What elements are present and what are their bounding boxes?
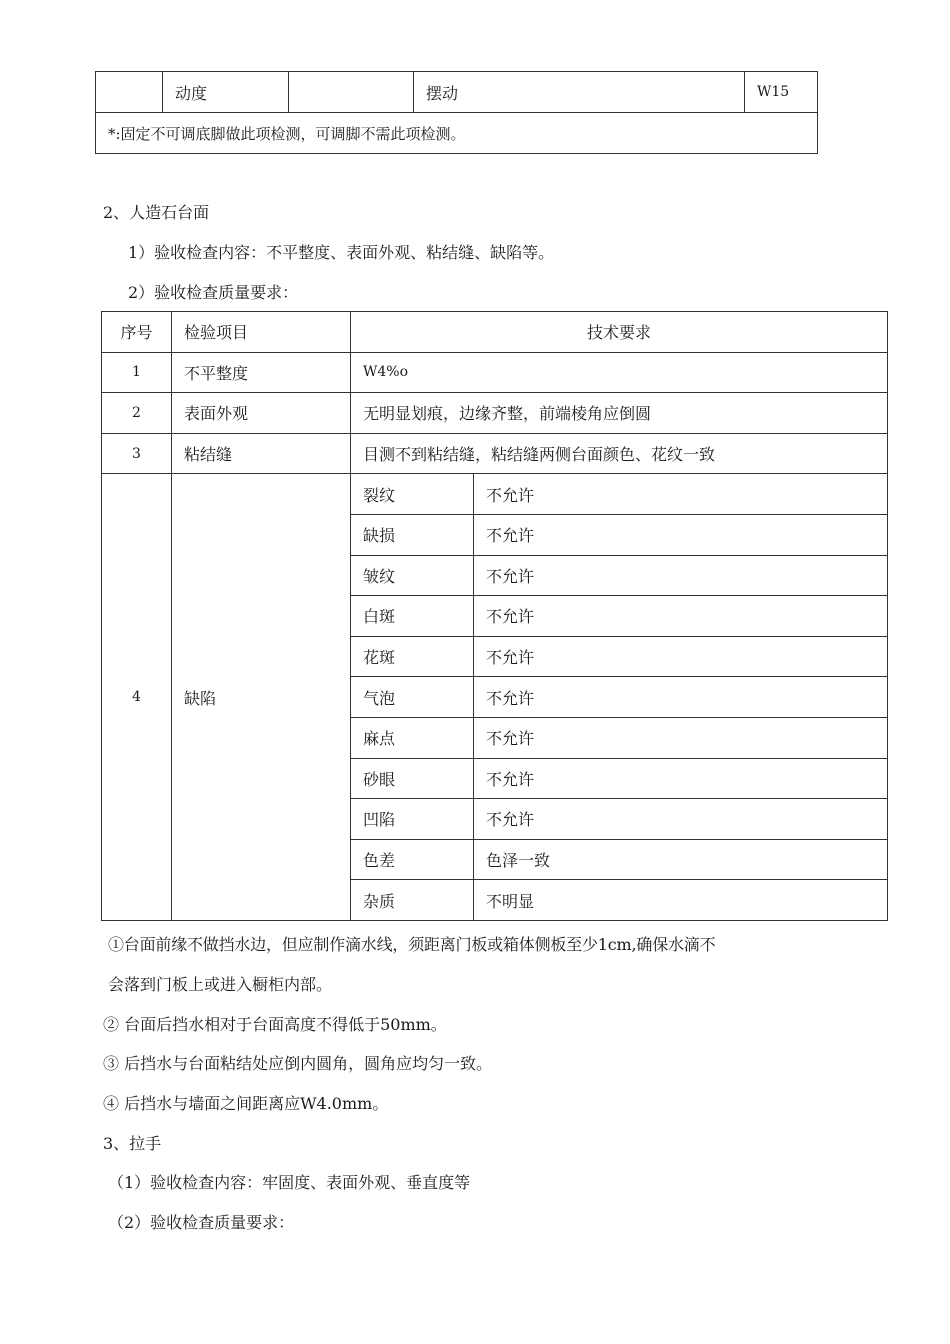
paragraph: （2）验收检查质量要求： bbox=[108, 1213, 295, 1232]
defect-requirement: 不允许 bbox=[474, 677, 888, 718]
note-line: ①台面前缘不做挡水边，但应制作滴水线，须距离门板或箱体侧板至少1cm,确保水滴不 bbox=[108, 935, 716, 954]
table-cell: 1 bbox=[102, 352, 172, 393]
table-cell: 不平整度 bbox=[172, 352, 351, 393]
column-header: 序号 bbox=[102, 312, 172, 353]
section-heading: 3、拉手 bbox=[103, 1134, 162, 1153]
table-cell: 2 bbox=[102, 393, 172, 434]
table-cell: 目测不到粘结缝，粘结缝两侧台面颜色、花纹一致 bbox=[351, 433, 888, 474]
note-line: ③ 后挡水与台面粘结处应倒内圆角，圆角应均匀一致。 bbox=[103, 1054, 493, 1073]
column-header: 检验项目 bbox=[172, 312, 351, 353]
defect-requirement: 不允许 bbox=[474, 758, 888, 799]
table-row bbox=[102, 433, 888, 474]
defect-name: 色差 bbox=[351, 839, 474, 880]
defect-name: 缺损 bbox=[351, 514, 474, 555]
defect-requirement: 不允许 bbox=[474, 799, 888, 840]
defect-requirement: 不允许 bbox=[474, 514, 888, 555]
defect-requirement: 不允许 bbox=[474, 596, 888, 637]
table-cell: 无明显划痕，边缘齐整，前端棱角应倒圆 bbox=[351, 393, 888, 434]
column-header: 技术要求 bbox=[351, 312, 888, 353]
defect-requirement: 不允许 bbox=[474, 474, 888, 515]
defect-name: 凹陷 bbox=[351, 799, 474, 840]
paragraph: 1）验收检查内容：不平整度、表面外观、粘结缝、缺陷等。 bbox=[128, 243, 555, 262]
defect-name: 花斑 bbox=[351, 636, 474, 677]
defect-requirement: 不允许 bbox=[474, 717, 888, 758]
note-line: 会落到门板上或进入橱柜内部。 bbox=[108, 975, 333, 994]
table-cell: 4 bbox=[102, 474, 172, 921]
table-continuation bbox=[95, 71, 818, 154]
inspection-table bbox=[101, 311, 888, 921]
table-cell bbox=[96, 72, 163, 113]
defect-requirement: 色泽一致 bbox=[474, 839, 888, 880]
table-cell: 粘结缝 bbox=[172, 433, 351, 474]
table-cell: W4%o bbox=[351, 352, 888, 393]
defect-name: 麻点 bbox=[351, 717, 474, 758]
table-row bbox=[96, 113, 818, 154]
defect-name: 皱纹 bbox=[351, 555, 474, 596]
defect-name: 气泡 bbox=[351, 677, 474, 718]
table-row bbox=[102, 393, 888, 434]
defect-requirement: 不明显 bbox=[474, 880, 888, 921]
table-cell: 缺陷 bbox=[172, 474, 351, 921]
defect-name: 裂纹 bbox=[351, 474, 474, 515]
paragraph: 2）验收检查质量要求： bbox=[128, 283, 299, 302]
section-heading: 2、人造石台面 bbox=[103, 203, 210, 222]
table-row bbox=[96, 72, 818, 113]
defect-requirement: 不允许 bbox=[474, 636, 888, 677]
defect-name: 杂质 bbox=[351, 880, 474, 921]
table-row bbox=[102, 474, 888, 515]
table-cell: 动度 bbox=[163, 72, 289, 113]
table-cell: 3 bbox=[102, 433, 172, 474]
paragraph: （1）验收检查内容：牢固度、表面外观、垂直度等 bbox=[108, 1173, 471, 1192]
table-cell: W15 bbox=[745, 72, 818, 113]
table-header-row bbox=[102, 312, 888, 353]
table-cell: 摆动 bbox=[414, 72, 745, 113]
note-line: ④ 后挡水与墙面之间距离应W4.0mm。 bbox=[103, 1094, 389, 1113]
defect-name: 白斑 bbox=[351, 596, 474, 637]
note-line: ② 台面后挡水相对于台面高度不得低于50mm。 bbox=[103, 1015, 447, 1034]
defect-name: 砂眼 bbox=[351, 758, 474, 799]
table-row bbox=[102, 352, 888, 393]
table-cell: 表面外观 bbox=[172, 393, 351, 434]
table-cell bbox=[289, 72, 414, 113]
defect-requirement: 不允许 bbox=[474, 555, 888, 596]
table-note: *:固定不可调底脚做此项检测，可调脚不需此项检测。 bbox=[96, 113, 818, 154]
